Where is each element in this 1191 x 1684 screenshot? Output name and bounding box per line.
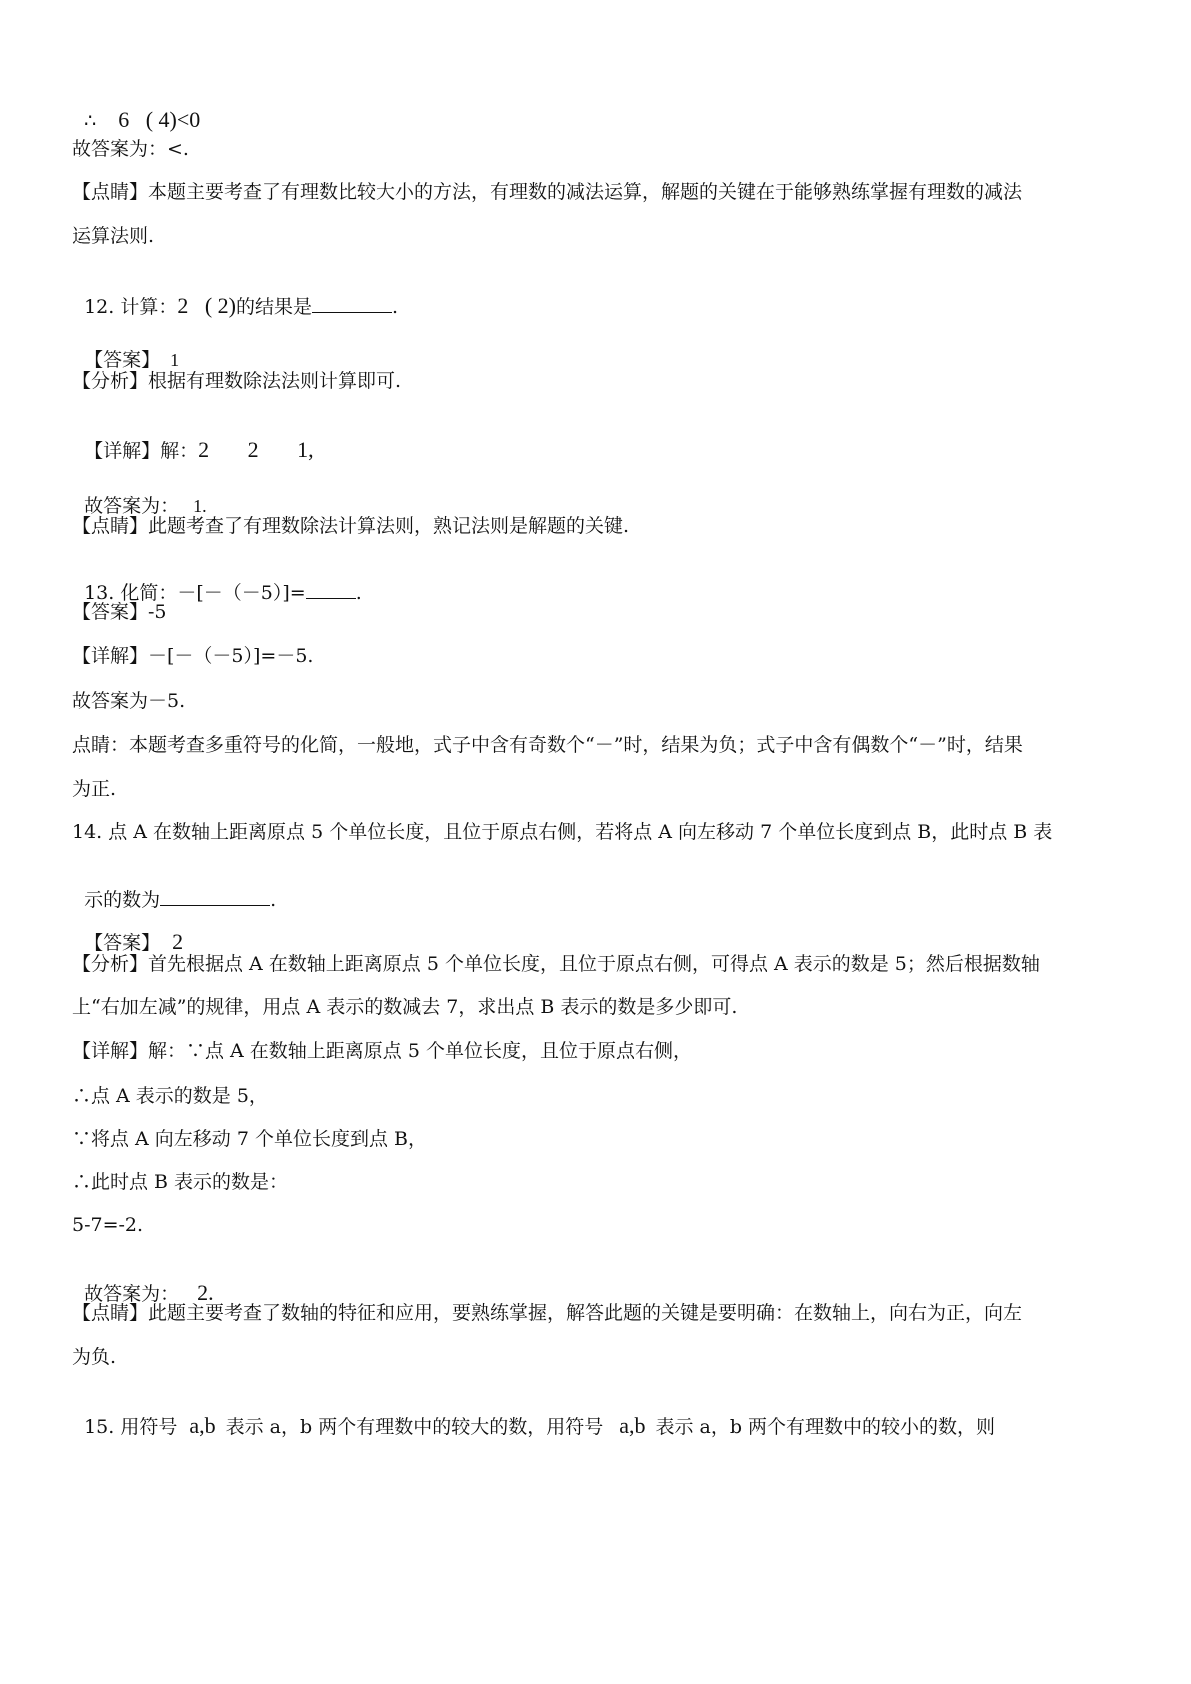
q11-expression: 6 ( 4)<0 <box>118 107 201 132</box>
q12-answer-blank <box>312 294 392 313</box>
q14-stem-line2 <box>72 863 276 912</box>
q12-detail <box>72 414 314 463</box>
q14-comment-line2: 为负. <box>72 1346 117 1368</box>
q11-answer: 故答案为：<. <box>72 138 189 160</box>
q12-stem-suffix: 的结果是 <box>236 296 313 318</box>
q11-comment-line2: 运算法则. <box>72 225 155 247</box>
q12-detail-label: 【详解】解： <box>84 440 199 462</box>
q14-detail-line5: 5-7=-2. <box>72 1214 144 1236</box>
q13-answer-blank <box>306 580 356 599</box>
q13-answer: 【答案】-5 <box>72 601 167 623</box>
q12-final <box>72 470 207 518</box>
q12-answer-value: 1 <box>170 350 180 370</box>
q14-answer-label: 【答案】 <box>84 932 161 954</box>
q15-prefix: 15. 用符号 <box>84 1416 178 1438</box>
q12-final-label: 故答案为： <box>84 495 180 517</box>
q15-stem <box>72 1390 995 1439</box>
q14-stem-prefix: 示的数为 <box>84 889 161 911</box>
q14-final-value: 2. <box>197 1280 214 1305</box>
q14-answer-blank <box>160 887 270 906</box>
q13-detail: 【详解】－[－（－5）]=－5. <box>72 645 314 667</box>
q14-stem-line1: 14. 点 A 在数轴上距离原点 5 个单位长度，且位于原点右侧，若将点 A 向左移动 7 个单位长度到点 B，此时点 B 表 <box>72 821 1053 843</box>
q14-final-label: 故答案为： <box>84 1283 180 1305</box>
q11-comment-line1: 【点睛】本题主要考查了有理数比较大小的方法，有理数的减法运算，解题的关键在于能够熟练掌握有理数的减法 <box>72 181 1023 203</box>
q12-stem-prefix: 12. 计算： <box>84 296 178 318</box>
q12-stem-end: . <box>392 296 399 318</box>
q13-final: 故答案为－5. <box>72 690 186 712</box>
q12-stem-expression: 2 ( 2) <box>177 293 237 318</box>
q14-analysis-line2: 上“右加左减”的规律，用点 A 表示的数减去 7，求出点 B 表示的数是多少即可. <box>72 996 738 1018</box>
q13-stem-text: 13. 化简：－[－（－5）]= <box>84 582 306 604</box>
q14-answer-value: 2 <box>172 929 184 954</box>
q14-comment-line1: 【点睛】此题主要考查了数轴的特征和应用，要熟练掌握，解答此题的关键是要明确：在数轴上，向右为正，向左 <box>72 1302 1023 1324</box>
q13-comment-line1: 点睛：本题考查多重符号的化简，一般地，式子中含有奇数个“－”时，结果为负；式子中含有偶数个“－”时，结果 <box>72 734 1023 756</box>
q14-detail-line2: ∴点 A 表示的数是 5， <box>72 1085 268 1107</box>
q11-conclusion <box>72 84 200 133</box>
q12-stem <box>72 270 398 319</box>
q15-max-symbol: a,b <box>189 1413 216 1438</box>
q12-detail-expression: 2 2 1, <box>198 437 314 462</box>
q14-answer <box>72 906 183 955</box>
q14-detail-line1: 【详解】解：∵点 A 在数轴上距离原点 5 个单位长度，且位于原点右侧， <box>72 1040 692 1062</box>
q14-final <box>72 1257 214 1306</box>
q12-final-value: 1. <box>193 496 207 516</box>
q13-stem-end: . <box>355 582 362 604</box>
q14-stem-end: . <box>270 889 277 911</box>
q14-analysis-line1: 【分析】首先根据点 A 在数轴上距离原点 5 个单位长度，且位于原点右侧，可得点 A 表示的数是 5；然后根据数轴 <box>72 953 1040 975</box>
q12-comment: 【点睛】此题考查了有理数除法计算法则，熟记法则是解题的关键. <box>72 515 630 537</box>
q15-middle: 表示 a，b 两个有理数中的较大的数，用符号 <box>225 1416 604 1438</box>
q15-min-symbol: a,b <box>619 1413 646 1438</box>
q14-detail-line3: ∵将点 A 向左移动 7 个单位长度到点 B， <box>72 1128 427 1150</box>
q13-comment-line2: 为正. <box>72 778 117 800</box>
q12-answer-label: 【答案】 <box>84 349 161 371</box>
q14-detail-line4: ∴此时点 B 表示的数是： <box>72 1171 289 1193</box>
q15-suffix: 表示 a，b 两个有理数中的较小的数，则 <box>655 1416 996 1438</box>
q12-analysis: 【分析】根据有理数除法法则计算即可. <box>72 370 402 392</box>
q12-answer <box>72 324 179 372</box>
therefore-symbol: ∴ <box>84 110 97 132</box>
q13-stem <box>72 556 362 605</box>
